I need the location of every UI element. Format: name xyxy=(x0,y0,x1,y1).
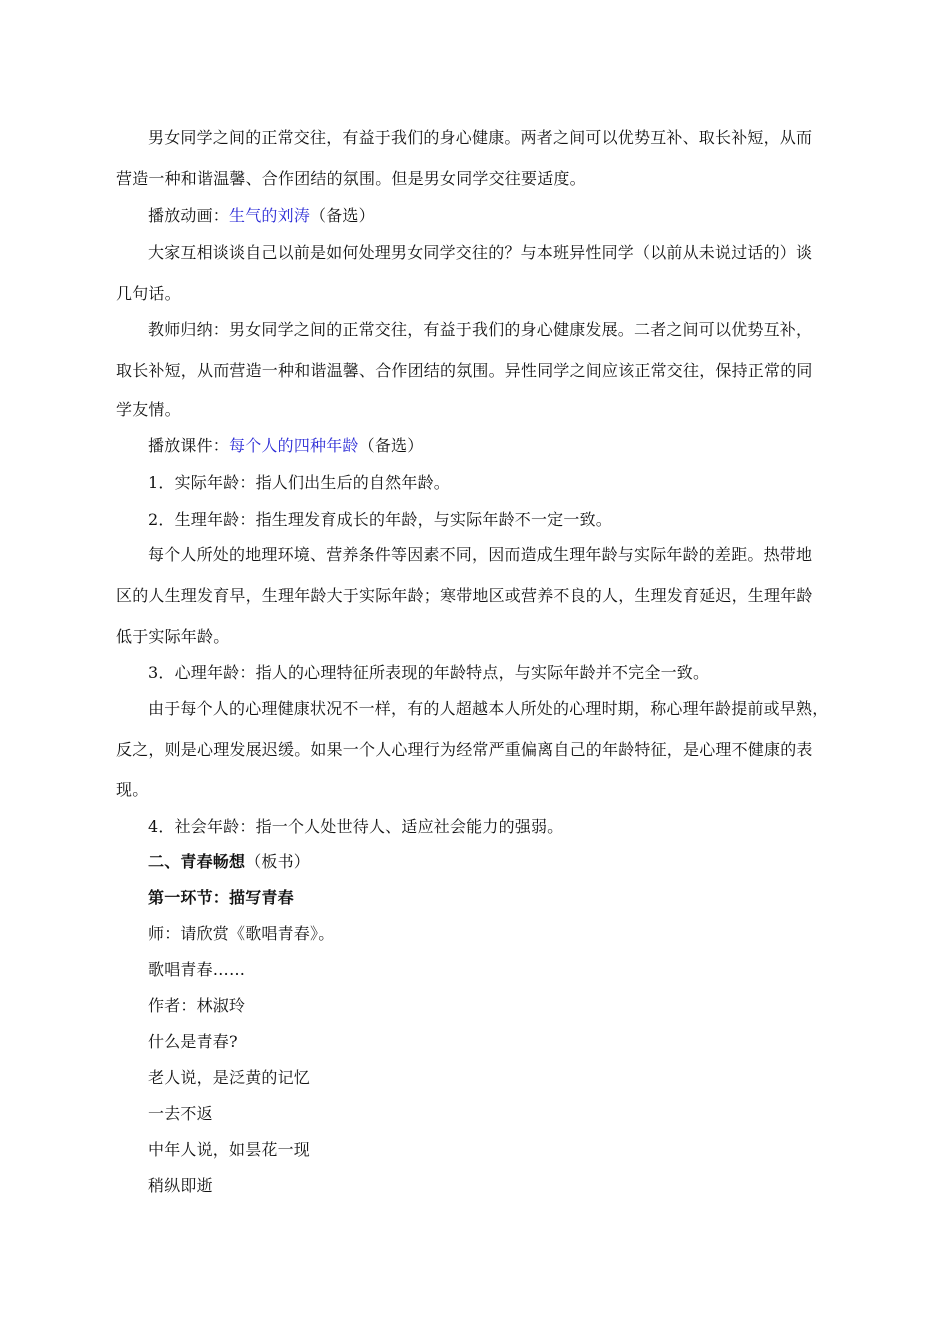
list-item: 4．社会年龄：指一个人处世待人、适应社会能力的强弱。 xyxy=(148,817,564,836)
paragraph-line: 教师归纳：男女同学之间的正常交往，有益于我们的身心健康发展。二者之间可以优势互补， xyxy=(148,320,813,339)
poem-line: 稍纵即逝 xyxy=(148,1176,213,1195)
play-courseware-prefix: 播放课件： xyxy=(148,436,230,455)
poem-line: 中年人说，如昙花一现 xyxy=(148,1140,311,1159)
paragraph-line: 取长补短，从而营造一种和谐温馨、合作团结的氛围。异性同学之间应该正常交往，保持正常的同 xyxy=(116,361,813,380)
paragraph-line: 由于每个人的心理健康状况不一样，有的人超越本人所处的心理时期，称心理年龄提前或早熟， xyxy=(148,699,829,718)
animation-link[interactable]: 生气的刘涛 xyxy=(229,206,311,225)
optional-note: （备选） xyxy=(310,206,375,225)
teacher-line: 师：请欣赏《歌唱青春》。 xyxy=(148,924,335,943)
poem-line: 什么是青春? xyxy=(148,1032,238,1051)
poem-line: 老人说，是泛黄的记忆 xyxy=(148,1068,311,1087)
section-heading-note: （板书） xyxy=(245,852,311,871)
paragraph-line: 几句话。 xyxy=(116,284,181,303)
poem-title: 歌唱青春…… xyxy=(148,960,246,979)
poem-author: 作者：林淑玲 xyxy=(148,996,246,1015)
paragraph-line: 低于实际年龄。 xyxy=(116,627,230,646)
paragraph-line: 营造一种和谐温馨、合作团结的氛围。但是男女同学交往要适度。 xyxy=(116,169,586,188)
courseware-link[interactable]: 每个人的四种年龄 xyxy=(229,436,359,455)
section-heading xyxy=(148,852,310,872)
list-item: 1．实际年龄：指人们出生后的自然年龄。 xyxy=(148,473,450,492)
paragraph-line: 每个人所处的地理环境、营养条件等因素不同，因而造成生理年龄与实际年龄的差距。热带地 xyxy=(148,545,813,564)
optional-note: （备选） xyxy=(358,436,424,455)
section-heading-title: 二、青春畅想 xyxy=(148,852,246,871)
paragraph-line: 学友情。 xyxy=(116,400,181,419)
paragraph-line: 大家互相谈谈自己以前是如何处理男女同学交往的？与本班异性同学（以前从未说过话的）谈 xyxy=(148,243,813,262)
paragraph-line: 现。 xyxy=(116,780,149,799)
play-animation-prefix: 播放动画： xyxy=(148,206,230,225)
paragraph-line: 反之，则是心理发展迟缓。如果一个人心理行为经常严重偏离自己的年龄特征，是心理不健康的表 xyxy=(116,740,813,759)
subsection-heading: 第一环节：描写青春 xyxy=(148,888,294,907)
poem-line: 一去不返 xyxy=(148,1104,213,1123)
play-courseware-line xyxy=(148,436,423,456)
list-item: 2．生理年龄：指生理发育成长的年龄，与实际年龄不一定一致。 xyxy=(148,510,612,529)
paragraph-line: 男女同学之间的正常交往，有益于我们的身心健康。两者之间可以优势互补、取长补短，从而 xyxy=(148,128,813,147)
paragraph-line: 区的人生理发育早，生理年龄大于实际年龄；寒带地区或营养不良的人，生理发育延迟，生理年龄 xyxy=(116,586,813,605)
play-animation-line xyxy=(148,206,375,226)
list-item: 3．心理年龄：指人的心理特征所表现的年龄特点，与实际年龄并不完全一致。 xyxy=(148,663,710,682)
